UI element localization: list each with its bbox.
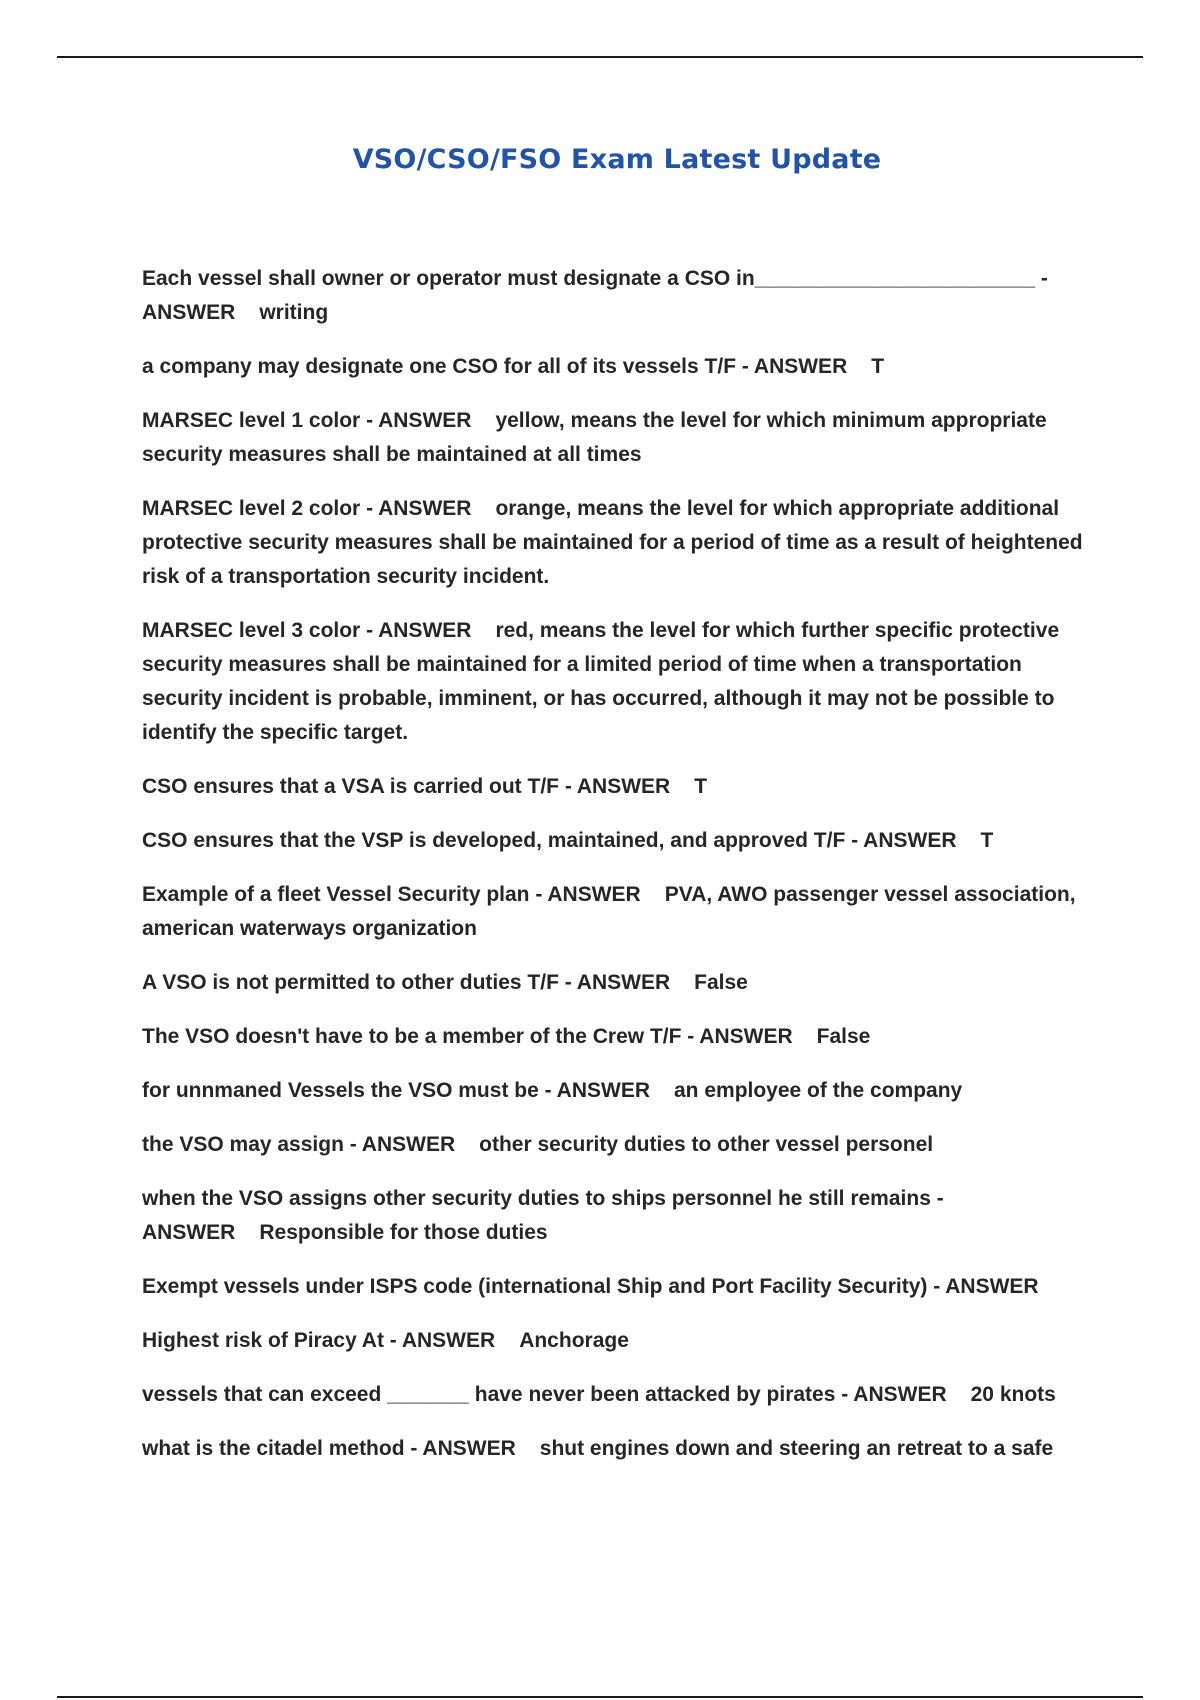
answer-text: T bbox=[871, 355, 885, 378]
question-text: CSO ensures that a VSA is carried out T/F - ANSWER bbox=[142, 775, 671, 798]
qa-item bbox=[142, 262, 1097, 330]
answer-text: Anchorage bbox=[519, 1329, 629, 1352]
question-text: A VSO is not permitted to other duties T/F - ANSWER bbox=[142, 971, 671, 994]
qa-item bbox=[142, 1074, 1097, 1108]
answer-text: False bbox=[816, 1025, 871, 1048]
question-text: MARSEC level 3 color - ANSWER bbox=[142, 619, 472, 642]
qa-item bbox=[142, 1378, 1097, 1412]
qa-item bbox=[142, 350, 1097, 384]
qa-item bbox=[142, 404, 1097, 472]
qa-item bbox=[142, 824, 1097, 858]
answer-text: 20 knots bbox=[970, 1383, 1056, 1406]
answer-text: other security duties to other vessel personel bbox=[479, 1133, 934, 1156]
question-text: a company may designate one CSO for all of its vessels T/F - ANSWER bbox=[142, 355, 848, 378]
footer-rule bbox=[57, 1696, 1143, 1698]
answer-text: Responsible for those duties bbox=[259, 1221, 548, 1244]
answer-text: T bbox=[980, 829, 994, 852]
question-text: Highest risk of Piracy At - ANSWER bbox=[142, 1329, 496, 1352]
answer-text: an employee of the company bbox=[674, 1079, 963, 1102]
question-text: what is the citadel method - ANSWER bbox=[142, 1437, 516, 1460]
qa-item bbox=[142, 1020, 1097, 1054]
question-text: for unnmaned Vessels the VSO must be - ANSWER bbox=[142, 1079, 650, 1102]
question-text: MARSEC level 1 color - ANSWER bbox=[142, 409, 472, 432]
qa-list bbox=[142, 262, 1097, 1486]
question-text: when the VSO assigns other security duties to ships personnel he still remains - ANSWER bbox=[142, 1187, 944, 1244]
answer-text: PVA, AWO passenger vessel association, american waterways organization bbox=[142, 883, 1076, 940]
question-text: The VSO doesn't have to be a member of the Crew T/F - ANSWER bbox=[142, 1025, 793, 1048]
question-text: vessels that can exceed _______ have never been attacked by pirates - ANSWER bbox=[142, 1383, 947, 1406]
answer-text: False bbox=[694, 971, 748, 994]
qa-item bbox=[142, 966, 1097, 1000]
answer-text: yellow, means the level for which minimum appropriate security measures shall be maintained at all times bbox=[142, 409, 1047, 466]
answer-text: orange, means the level for which appropriate additional protective security measures shall be maintained for a period of time as a result of heightened risk of a transportation security incident. bbox=[142, 497, 1083, 588]
qa-item bbox=[142, 1128, 1097, 1162]
qa-item bbox=[142, 492, 1097, 594]
qa-item bbox=[142, 1432, 1097, 1466]
answer-text: writing bbox=[259, 301, 329, 324]
question-text: Example of a fleet Vessel Security plan - ANSWER bbox=[142, 883, 641, 906]
question-text: MARSEC level 2 color - ANSWER bbox=[142, 497, 472, 520]
qa-item bbox=[142, 770, 1097, 804]
question-text: Each vessel shall owner or operator must designate a CSO in________________________ - ANSWER bbox=[142, 267, 1048, 324]
header-rule bbox=[57, 56, 1143, 58]
question-text: the VSO may assign - ANSWER bbox=[142, 1133, 456, 1156]
qa-item bbox=[142, 878, 1097, 946]
qa-item bbox=[142, 1324, 1097, 1358]
qa-item bbox=[142, 1182, 1097, 1250]
document-title: VSO/CSO/FSO Exam Latest Update bbox=[352, 144, 882, 175]
qa-item bbox=[142, 1270, 1097, 1304]
answer-text: shut engines down and steering an retreat to a safe bbox=[539, 1437, 1054, 1460]
answer-text: red, means the level for which further specific protective security measures shall be maintained for a limited period of time when a transportation security incident is probable, imminent, or has occurred, although it may not be possible to identify the specific target. bbox=[142, 619, 1060, 744]
question-text: CSO ensures that the VSP is developed, maintained, and approved T/F - ANSWER bbox=[142, 829, 957, 852]
qa-item bbox=[142, 614, 1097, 750]
question-text: Exempt vessels under ISPS code (international Ship and Port Facility Security) - ANSWER bbox=[142, 1275, 1039, 1298]
answer-text: T bbox=[694, 775, 708, 798]
